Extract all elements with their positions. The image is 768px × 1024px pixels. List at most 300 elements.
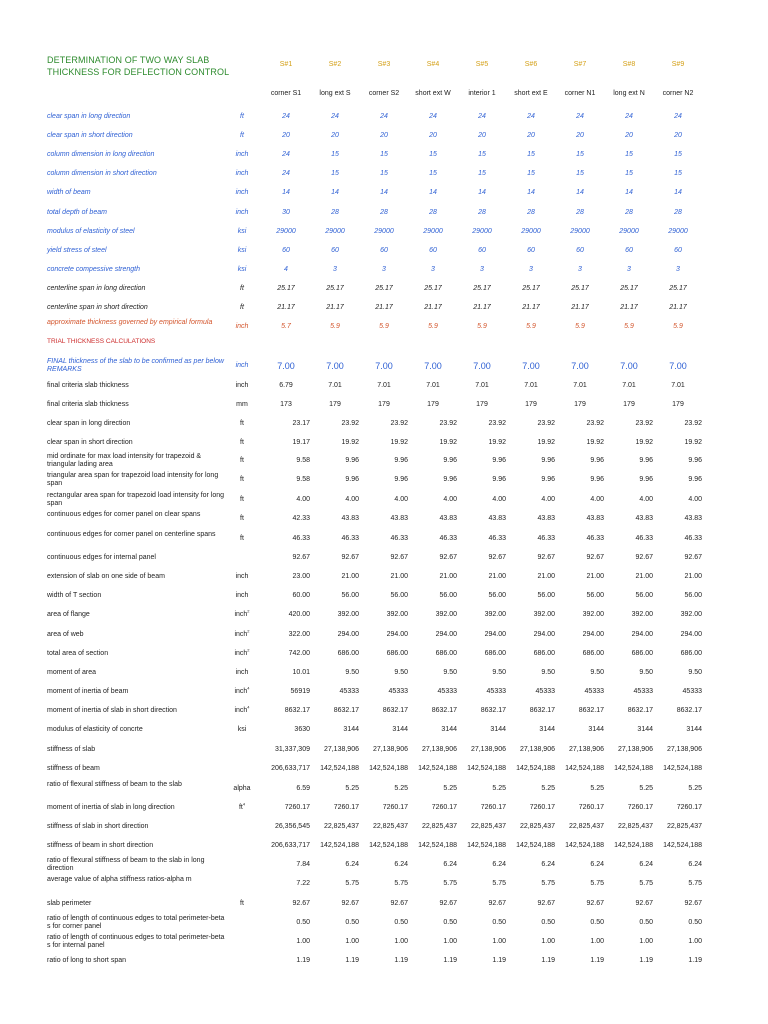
table-cell: 46.33 xyxy=(684,535,702,542)
table-cell: 6.79 xyxy=(279,382,293,389)
page-title: DETERMINATION OF TWO WAY SLAB THICKNESS FOR DEFLECTION CONTROL xyxy=(47,55,230,77)
table-cell: 5.75 xyxy=(492,880,506,887)
table-cell: 60 xyxy=(625,247,633,254)
row-label: stiffness of beam xyxy=(47,765,100,772)
table-cell: 4 xyxy=(284,266,288,273)
table-cell: 9.96 xyxy=(541,476,555,483)
table-cell: 46.33 xyxy=(635,535,653,542)
table-cell: 15 xyxy=(625,151,633,158)
table-cell: 92.67 xyxy=(537,554,555,561)
table-cell: 20 xyxy=(331,132,339,139)
table-cell: 1.19 xyxy=(590,957,604,964)
table-cell: 179 xyxy=(378,401,390,408)
row-label: total area of section xyxy=(47,650,109,657)
table-cell: 27,138,906 xyxy=(568,746,604,753)
table-cell: 92.67 xyxy=(341,554,359,561)
slab-id-header: S#7 xyxy=(573,61,587,68)
table-cell: 15 xyxy=(674,151,682,158)
table-cell: 0.50 xyxy=(688,919,702,926)
table-cell: 19.92 xyxy=(341,439,359,446)
table-cell: 5.9 xyxy=(379,323,389,330)
table-cell: 14 xyxy=(576,189,584,196)
table-cell: 8632.17 xyxy=(284,707,310,714)
table-cell: 15 xyxy=(527,151,535,158)
table-cell: 3144 xyxy=(539,726,555,733)
table-cell: 28 xyxy=(380,209,388,216)
table-cell: 294.00 xyxy=(631,631,653,638)
slab-id-header: S#4 xyxy=(426,61,440,68)
table-cell: 3144 xyxy=(588,726,604,733)
table-cell: 15 xyxy=(331,151,339,158)
row-label: area of web xyxy=(47,631,84,638)
table-cell: 56919 xyxy=(290,688,310,695)
table-cell: 21.17 xyxy=(277,304,295,311)
table-cell: 4.00 xyxy=(443,496,457,503)
table-cell: 1.00 xyxy=(345,938,359,945)
row-unit: inch xyxy=(235,189,249,196)
table-cell: 24 xyxy=(576,113,584,120)
table-cell: 29000 xyxy=(521,228,541,235)
table-cell: 6.24 xyxy=(590,861,604,868)
table-cell: 1.00 xyxy=(541,938,555,945)
table-cell: 20 xyxy=(576,132,584,139)
row-unit: ft xyxy=(240,132,244,139)
table-cell: 20 xyxy=(429,132,437,139)
table-cell: 45333 xyxy=(584,688,604,695)
table-cell: 15 xyxy=(674,170,682,177)
row-unit: inch xyxy=(235,382,249,389)
table-cell: 29000 xyxy=(570,228,590,235)
table-cell: 179 xyxy=(672,401,684,408)
table-cell: 24 xyxy=(282,151,290,158)
table-cell: 7.84 xyxy=(296,861,310,868)
row-label: clear span in long direction xyxy=(47,420,131,427)
table-cell: 60 xyxy=(380,247,388,254)
table-cell: 29000 xyxy=(423,228,443,235)
table-cell: 179 xyxy=(427,401,439,408)
table-cell: 7260.17 xyxy=(529,804,555,811)
row-unit: inch xyxy=(235,573,249,580)
row-unit: inch xyxy=(235,209,249,216)
table-cell: 5.25 xyxy=(394,785,408,792)
table-cell: 45333 xyxy=(339,688,359,695)
table-cell: 142,524,188 xyxy=(516,765,555,772)
row-label: ratio of long to short span xyxy=(47,957,126,964)
table-cell: 43.83 xyxy=(341,515,359,522)
row-label: column dimension in long direction xyxy=(47,151,155,158)
table-cell: 7260.17 xyxy=(431,804,457,811)
table-cell: 15 xyxy=(527,170,535,177)
table-cell: 9.50 xyxy=(394,669,408,676)
table-cell: 5.9 xyxy=(673,323,683,330)
table-cell: 20 xyxy=(380,132,388,139)
table-cell: 20 xyxy=(478,132,486,139)
row-label: continuous edges for corner panel on clear spans xyxy=(47,511,201,518)
row-unit: inch$^2$ xyxy=(234,628,250,638)
table-cell: 15 xyxy=(429,170,437,177)
row-label: final criteria slab thickness xyxy=(47,382,129,389)
table-cell: 1.19 xyxy=(443,957,457,964)
table-cell: 23.92 xyxy=(635,420,653,427)
table-cell: 392.00 xyxy=(435,611,457,618)
table-cell: 9.50 xyxy=(443,669,457,676)
table-cell: 23.00 xyxy=(292,573,310,580)
table-cell: 14 xyxy=(625,189,633,196)
row-label: ratio of flexural stiffness of beam to the slab xyxy=(47,781,182,788)
table-cell: 24 xyxy=(674,113,682,120)
table-cell: 1.19 xyxy=(296,957,310,964)
table-cell: 46.33 xyxy=(292,535,310,542)
row-label: width of beam xyxy=(47,189,91,196)
table-cell: 142,524,188 xyxy=(663,842,702,849)
row-label: centerline span in long direction xyxy=(47,285,146,292)
table-cell: 29000 xyxy=(668,228,688,235)
table-cell: 7260.17 xyxy=(284,804,310,811)
panel-name-header: interior 1 xyxy=(468,90,496,97)
table-cell: 23.92 xyxy=(684,420,702,427)
table-cell: 4.00 xyxy=(492,496,506,503)
table-cell: 7260.17 xyxy=(382,804,408,811)
table-cell: 179 xyxy=(574,401,586,408)
table-cell: 56.00 xyxy=(586,592,604,599)
table-cell: 6.24 xyxy=(492,861,506,868)
table-cell: 21.00 xyxy=(341,573,359,580)
table-cell: 45333 xyxy=(486,688,506,695)
table-cell: 0.50 xyxy=(541,919,555,926)
table-cell: 22,825,437 xyxy=(666,823,702,830)
table-cell: 42.33 xyxy=(292,515,310,522)
table-cell: 43.83 xyxy=(390,515,408,522)
table-cell: 9.96 xyxy=(639,476,653,483)
table-cell: 25.17 xyxy=(620,285,638,292)
row-unit: ft xyxy=(240,476,244,483)
table-cell: 56.00 xyxy=(341,592,359,599)
table-cell: 14 xyxy=(674,189,682,196)
row-label: slab perimeter xyxy=(47,900,92,907)
table-cell: 0.50 xyxy=(296,919,310,926)
row-unit: ft xyxy=(240,515,244,522)
row-label: area of flange xyxy=(47,611,90,618)
table-cell: 8632.17 xyxy=(480,707,506,714)
table-cell: 5.75 xyxy=(688,880,702,887)
table-cell: 8632.17 xyxy=(676,707,702,714)
table-cell: 742.00 xyxy=(288,650,310,657)
table-cell: 45333 xyxy=(535,688,555,695)
row-label: extension of slab on one side of beam xyxy=(47,573,165,580)
table-cell: 1.00 xyxy=(492,938,506,945)
table-cell: 5.25 xyxy=(345,785,359,792)
row-unit: inch xyxy=(235,362,249,369)
table-cell: 92.67 xyxy=(488,900,506,907)
table-cell: 92.67 xyxy=(635,900,653,907)
panel-name-header: corner S1 xyxy=(270,90,302,97)
table-cell: 4.00 xyxy=(541,496,555,503)
row-label: centerline span in short direction xyxy=(47,304,148,311)
table-cell: 206,633,717 xyxy=(271,765,310,772)
table-cell: 142,524,188 xyxy=(614,765,653,772)
table-cell: 23.92 xyxy=(488,420,506,427)
table-cell: 92.67 xyxy=(292,900,310,907)
table-cell: 21.00 xyxy=(390,573,408,580)
table-cell: 56.00 xyxy=(537,592,555,599)
table-cell: 9.50 xyxy=(492,669,506,676)
table-cell: 25.17 xyxy=(424,285,442,292)
row-unit: ft xyxy=(240,457,244,464)
table-cell: 9.96 xyxy=(345,476,359,483)
row-label: ratio of flexural stiffness of beam to the slab in long direction xyxy=(47,857,205,872)
table-cell: 92.67 xyxy=(635,554,653,561)
table-cell: 56.00 xyxy=(684,592,702,599)
table-cell: 686.00 xyxy=(631,650,653,657)
table-cell: 92.67 xyxy=(390,554,408,561)
table-cell: 23.92 xyxy=(390,420,408,427)
table-cell: 4.00 xyxy=(345,496,359,503)
table-cell: 21.00 xyxy=(684,573,702,580)
table-cell: 392.00 xyxy=(484,611,506,618)
table-cell: 56.00 xyxy=(390,592,408,599)
table-cell: 20 xyxy=(674,132,682,139)
table-cell: 9.96 xyxy=(590,457,604,464)
table-cell: 31,337,309 xyxy=(274,746,310,753)
table-cell: 686.00 xyxy=(435,650,457,657)
table-cell: 9.96 xyxy=(590,476,604,483)
table-cell: 14 xyxy=(331,189,339,196)
table-cell: 46.33 xyxy=(341,535,359,542)
table-cell: 9.96 xyxy=(394,476,408,483)
row-label: width of T section xyxy=(47,592,102,599)
table-cell: 392.00 xyxy=(582,611,604,618)
table-cell: 686.00 xyxy=(386,650,408,657)
table-cell: 60 xyxy=(576,247,584,254)
table-cell: 14 xyxy=(429,189,437,196)
table-cell: 5.75 xyxy=(639,880,653,887)
row-unit: mm xyxy=(236,401,248,408)
row-unit: inch xyxy=(235,669,249,676)
table-cell: 7.01 xyxy=(622,382,636,389)
table-cell: 142,524,188 xyxy=(369,842,408,849)
table-cell: 25.17 xyxy=(473,285,491,292)
table-cell: 24 xyxy=(625,113,633,120)
table-cell: 7260.17 xyxy=(676,804,702,811)
table-cell: 23.92 xyxy=(537,420,555,427)
table-cell: 29000 xyxy=(374,228,394,235)
table-cell: 25.17 xyxy=(522,285,540,292)
row-label: yield stress of steel xyxy=(47,247,107,254)
table-cell: 6.24 xyxy=(443,861,457,868)
table-cell: 9.96 xyxy=(541,457,555,464)
table-cell: 15 xyxy=(380,151,388,158)
table-cell: 24 xyxy=(282,113,290,120)
table-cell: 23.92 xyxy=(439,420,457,427)
table-cell: 25.17 xyxy=(277,285,295,292)
table-cell: 28 xyxy=(331,209,339,216)
panel-name-header: corner N2 xyxy=(662,90,694,97)
table-cell: 46.33 xyxy=(390,535,408,542)
table-cell: 7260.17 xyxy=(333,804,359,811)
table-cell: 92.67 xyxy=(341,900,359,907)
table-cell: 23.17 xyxy=(292,420,310,427)
table-cell: 19.92 xyxy=(537,439,555,446)
slab-id-header: S#9 xyxy=(671,61,685,68)
table-cell: 29000 xyxy=(325,228,345,235)
slab-id-header: S#2 xyxy=(328,61,342,68)
table-cell: 27,138,906 xyxy=(617,746,653,753)
row-unit: inch xyxy=(235,323,249,330)
table-cell: 3144 xyxy=(637,726,653,733)
table-cell: 25.17 xyxy=(669,285,687,292)
table-cell: 8632.17 xyxy=(529,707,555,714)
table-cell: 7.00 xyxy=(424,361,442,371)
table-cell: 15 xyxy=(429,151,437,158)
row-unit: ksi xyxy=(237,247,247,254)
table-cell: 21.17 xyxy=(522,304,540,311)
table-cell: 7.01 xyxy=(671,382,685,389)
table-cell: 24 xyxy=(380,113,388,120)
table-cell: 8632.17 xyxy=(382,707,408,714)
table-cell: 60.00 xyxy=(292,592,310,599)
table-cell: 19.92 xyxy=(439,439,457,446)
table-cell: 56.00 xyxy=(488,592,506,599)
row-unit: inch$^2$ xyxy=(234,608,250,618)
table-cell: 43.83 xyxy=(586,515,604,522)
table-cell: 392.00 xyxy=(533,611,555,618)
row-label: clear span in short direction xyxy=(47,132,133,139)
table-cell: 28 xyxy=(429,209,437,216)
table-cell: 92.67 xyxy=(586,554,604,561)
table-cell: 20 xyxy=(625,132,633,139)
table-cell: 3 xyxy=(480,266,484,273)
table-cell: 24 xyxy=(478,113,486,120)
table-cell: 9.50 xyxy=(688,669,702,676)
table-cell: 27,138,906 xyxy=(519,746,555,753)
slab-id-header: S#6 xyxy=(524,61,538,68)
table-cell: 23.92 xyxy=(586,420,604,427)
table-cell: 1.19 xyxy=(541,957,555,964)
table-cell: 5.25 xyxy=(639,785,653,792)
table-cell: 392.00 xyxy=(386,611,408,618)
table-cell: 294.00 xyxy=(582,631,604,638)
table-cell: 24 xyxy=(331,113,339,120)
row-unit: inch$^2$ xyxy=(234,647,250,657)
table-cell: 14 xyxy=(527,189,535,196)
table-cell: 5.9 xyxy=(330,323,340,330)
table-cell: 392.00 xyxy=(680,611,702,618)
table-cell: 43.83 xyxy=(488,515,506,522)
table-cell: 25.17 xyxy=(326,285,344,292)
table-cell: 7.01 xyxy=(573,382,587,389)
table-cell: 29000 xyxy=(472,228,492,235)
table-cell: 92.67 xyxy=(292,554,310,561)
table-cell: 60 xyxy=(527,247,535,254)
row-unit: ft xyxy=(240,304,244,311)
table-cell: 7.00 xyxy=(473,361,491,371)
table-cell: 14 xyxy=(282,189,290,196)
table-cell: 45333 xyxy=(682,688,702,695)
panel-name-header: corner N1 xyxy=(564,90,596,97)
table-cell: 7.00 xyxy=(620,361,638,371)
table-cell: 142,524,188 xyxy=(467,842,506,849)
row-unit: inch xyxy=(235,592,249,599)
table-cell: 15 xyxy=(625,170,633,177)
table-cell: 23.92 xyxy=(341,420,359,427)
section-label: TRIAL THICKNESS CALCULATIONS xyxy=(47,338,156,345)
table-cell: 24 xyxy=(527,113,535,120)
table-cell: 24 xyxy=(429,113,437,120)
slab-id-header: S#5 xyxy=(475,61,489,68)
row-label: ratio of length of continuous edges to total perimeter-beta s for internal panel xyxy=(47,934,225,949)
panel-name-header: short ext W xyxy=(415,90,451,97)
table-cell: 21.00 xyxy=(586,573,604,580)
row-unit: $ft^4$ xyxy=(238,801,246,811)
table-cell: 179 xyxy=(623,401,635,408)
table-cell: 25.17 xyxy=(571,285,589,292)
row-label: clear span in short direction xyxy=(47,439,133,446)
row-label: moment of area xyxy=(47,669,97,676)
table-cell: 5.7 xyxy=(281,323,291,330)
table-cell: 686.00 xyxy=(582,650,604,657)
table-cell: 15 xyxy=(478,151,486,158)
table-cell: 9.96 xyxy=(492,457,506,464)
table-cell: 8632.17 xyxy=(431,707,457,714)
table-cell: 9.58 xyxy=(296,476,310,483)
row-label: average value of alpha stiffness ratios-alpha m xyxy=(47,876,192,883)
panel-name-header: short ext E xyxy=(514,90,548,97)
table-cell: 21.00 xyxy=(488,573,506,580)
table-cell: 20 xyxy=(282,132,290,139)
table-cell: 5.75 xyxy=(443,880,457,887)
row-label: modulus of elasticity of concrte xyxy=(47,726,143,733)
table-cell: 3144 xyxy=(392,726,408,733)
table-cell: 21.17 xyxy=(620,304,638,311)
table-cell: 1.19 xyxy=(688,957,702,964)
table-cell: 92.67 xyxy=(684,554,702,561)
table-cell: 1.00 xyxy=(394,938,408,945)
row-unit: ft xyxy=(240,535,244,542)
table-cell: 7.01 xyxy=(524,382,538,389)
table-cell: 7.00 xyxy=(326,361,344,371)
table-cell: 28 xyxy=(576,209,584,216)
row-unit: ft xyxy=(240,113,244,120)
row-label: ratio of length of continuous edges to total perimeter-beta s for corner panel xyxy=(47,915,225,930)
table-cell: 22,825,437 xyxy=(323,823,359,830)
table-cell: 3 xyxy=(578,266,582,273)
table-cell: 142,524,188 xyxy=(663,765,702,772)
table-cell: 3 xyxy=(431,266,435,273)
table-cell: 4.00 xyxy=(394,496,408,503)
panel-name-header: long ext N xyxy=(613,90,645,97)
table-cell: 27,138,906 xyxy=(666,746,702,753)
table-cell: 206,633,717 xyxy=(271,842,310,849)
table-cell: 21.17 xyxy=(375,304,393,311)
table-cell: 19.92 xyxy=(586,439,604,446)
slab-id-header: S#8 xyxy=(622,61,636,68)
table-cell: 9.50 xyxy=(590,669,604,676)
table-cell: 45333 xyxy=(437,688,457,695)
table-cell: 19.92 xyxy=(684,439,702,446)
table-cell: 3 xyxy=(382,266,386,273)
table-cell: 14 xyxy=(478,189,486,196)
table-cell: 7260.17 xyxy=(480,804,506,811)
table-cell: 56.00 xyxy=(439,592,457,599)
row-unit: inch$^4$ xyxy=(234,704,250,714)
table-cell: 92.67 xyxy=(439,900,457,907)
table-cell: 294.00 xyxy=(386,631,408,638)
table-cell: 9.96 xyxy=(639,457,653,464)
table-cell: 29000 xyxy=(619,228,639,235)
table-cell: 7260.17 xyxy=(627,804,653,811)
table-cell: 7.01 xyxy=(328,382,342,389)
panel-name-header: long ext S xyxy=(319,90,351,97)
